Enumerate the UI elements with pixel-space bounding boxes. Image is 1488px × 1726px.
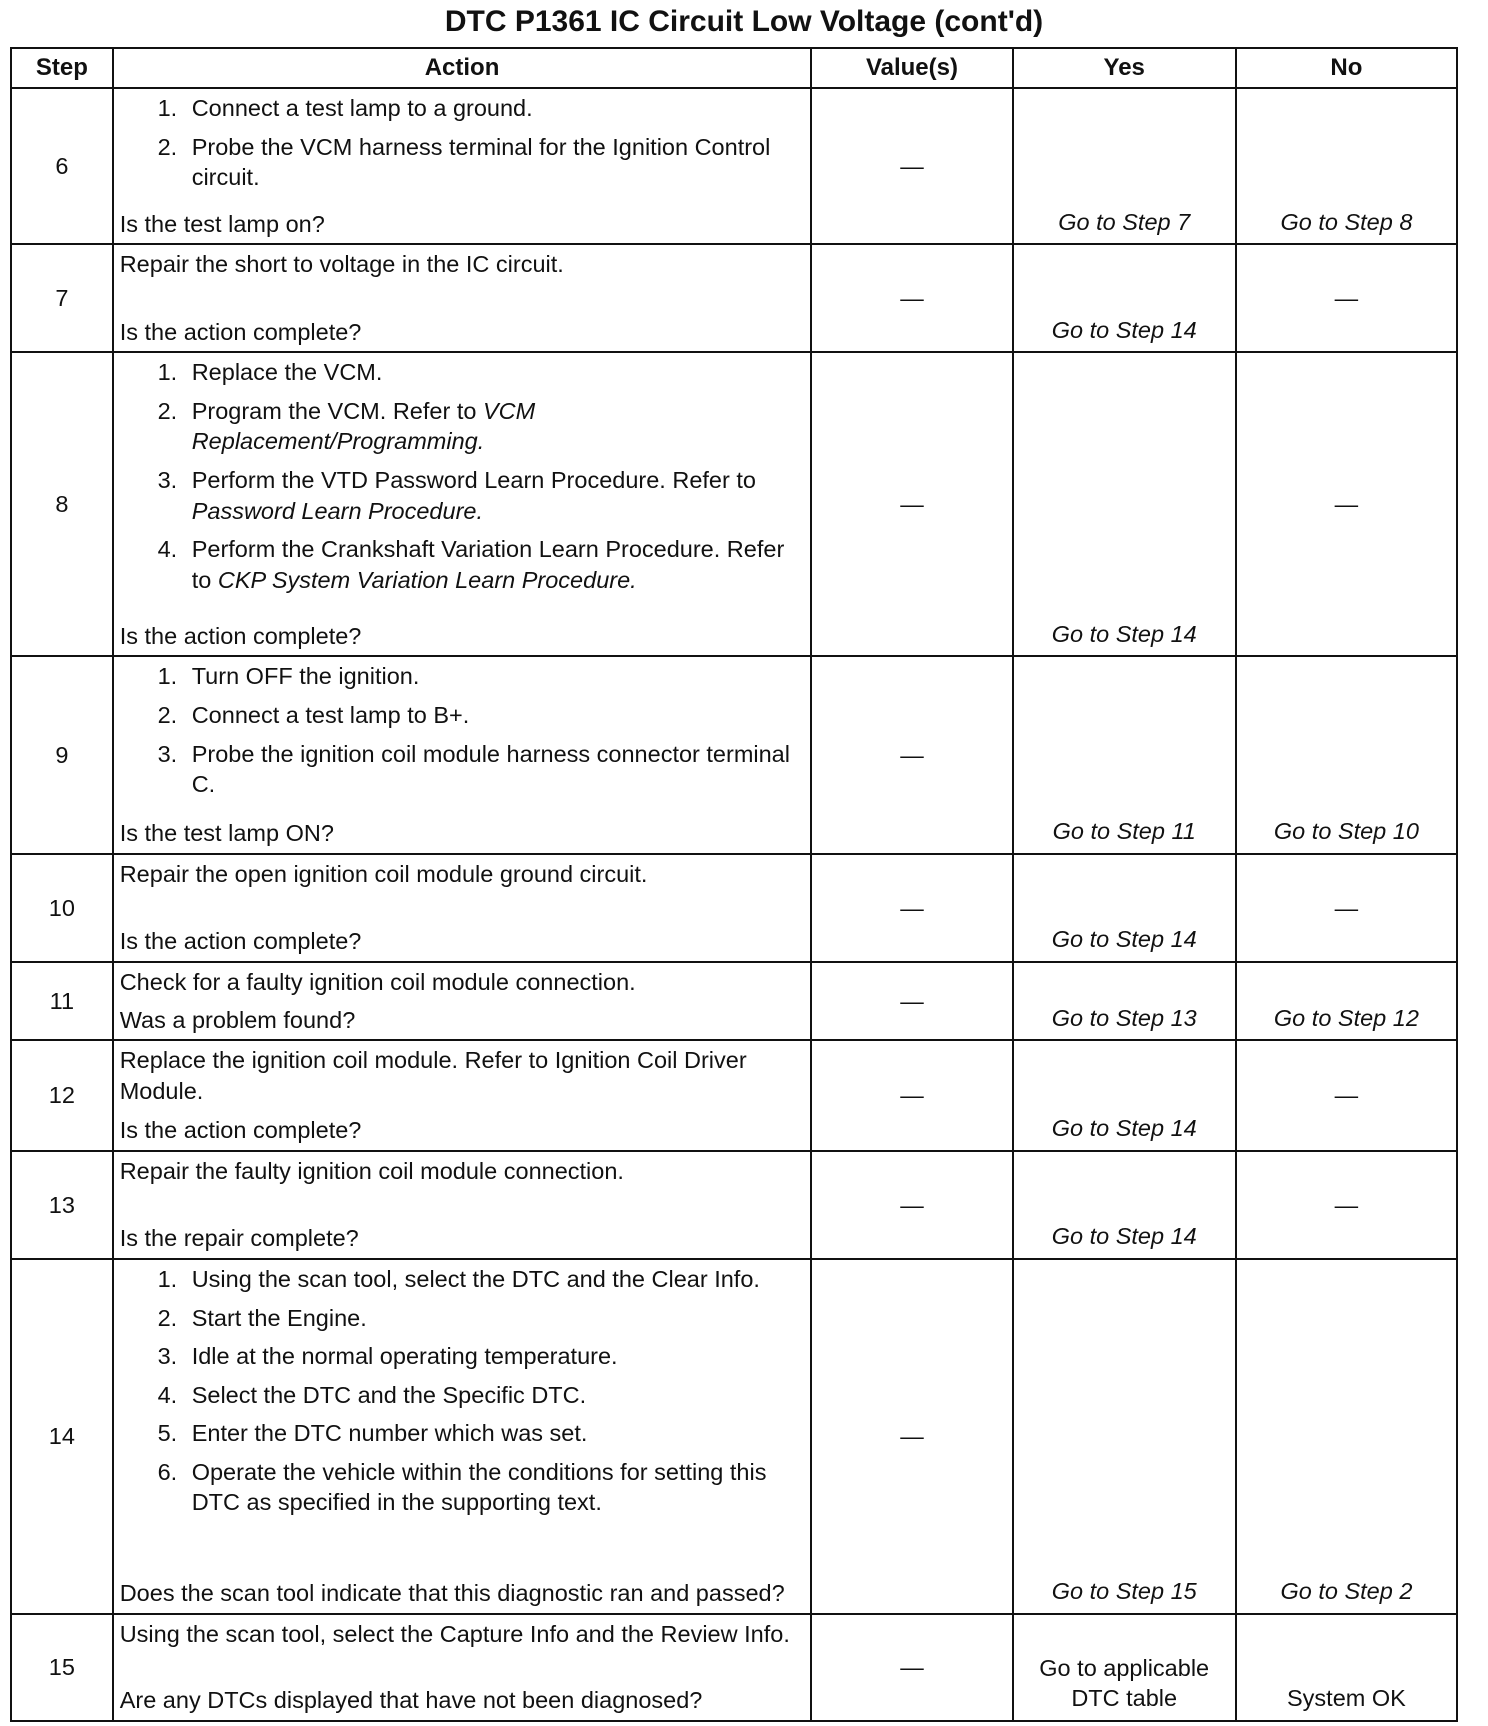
- action-step-text: Turn OFF the ignition.: [191, 663, 420, 690]
- diagnostic-table: [10, 47, 1458, 1722]
- action-step-text: Probe the ignition coil module harness connector terminal C.: [191, 740, 790, 798]
- action-cell: [113, 88, 812, 244]
- action-cell: [113, 244, 812, 352]
- action-step-reference: Password Learn Procedure.: [191, 497, 483, 524]
- action-step-item: [184, 1264, 803, 1295]
- action-steps-list: [120, 661, 803, 799]
- action-body: [120, 357, 803, 599]
- header-row: [11, 48, 1457, 88]
- step-number: 6: [11, 88, 113, 244]
- action-cell: [113, 1614, 812, 1721]
- step-number: 9: [11, 656, 113, 854]
- action-step-text: Program the VCM. Refer to: [191, 397, 483, 424]
- no-result: Go to Step 12: [1236, 962, 1457, 1040]
- value-cell: —: [811, 656, 1012, 854]
- action-step-item: [184, 534, 803, 595]
- header-action: Action: [113, 48, 812, 88]
- value-cell: —: [811, 1614, 1012, 1721]
- step-number: 14: [11, 1259, 113, 1614]
- no-result: Go to Step 8: [1236, 88, 1457, 244]
- action-text: Repair the open ignition coil module ground circuit.: [119, 860, 648, 887]
- action-cell: [113, 656, 812, 854]
- yes-result: Go to Step 7: [1013, 88, 1236, 244]
- action-question: Is the action complete?: [119, 928, 362, 955]
- value-cell: —: [811, 352, 1012, 656]
- table-row: [11, 656, 1457, 854]
- no-result: System OK: [1236, 1614, 1457, 1721]
- action-content: [114, 855, 811, 961]
- table-row: [11, 962, 1457, 1040]
- action-step-item: [184, 396, 803, 457]
- action-step-text: Idle at the normal operating temperature.: [191, 1343, 618, 1370]
- action-step-item: [184, 700, 803, 731]
- yes-result: Go to Step 14: [1013, 1040, 1236, 1151]
- value-cell: —: [811, 854, 1012, 962]
- action-step-item: [184, 1418, 803, 1449]
- action-content: [114, 353, 811, 655]
- no-result: —: [1236, 1040, 1457, 1151]
- yes-result: Go to Step 14: [1013, 854, 1236, 962]
- action-step-item: [184, 739, 803, 800]
- no-result: —: [1236, 854, 1457, 962]
- action-step-item: [184, 1380, 803, 1411]
- action-body: [120, 93, 803, 197]
- step-number: 15: [11, 1614, 113, 1721]
- step-number: 7: [11, 244, 113, 352]
- action-content: [114, 1041, 811, 1150]
- action-step-item: [184, 1457, 803, 1518]
- action-step-item: [184, 357, 803, 388]
- action-step-reference: CKP System Variation Learn Procedure.: [217, 566, 637, 593]
- step-number: 10: [11, 854, 113, 962]
- action-step-text: Operate the vehicle within the conditions for setting this DTC as specified in the supporting text.: [191, 1458, 767, 1516]
- yes-result: Go to Step 15: [1013, 1259, 1236, 1614]
- action-content: [114, 89, 811, 243]
- action-text: Repair the short to voltage in the IC circuit.: [119, 251, 564, 278]
- action-step-text: Replace the VCM.: [191, 359, 383, 386]
- yes-result: Go to Step 14: [1013, 1151, 1236, 1259]
- action-text: Using the scan tool, select the Capture Info and the Review Info.: [119, 1620, 790, 1647]
- table-row: [11, 1614, 1457, 1721]
- action-step-item: [184, 132, 803, 193]
- table-row: [11, 244, 1457, 352]
- action-step-reference: VCM Replacement/Programming.: [191, 397, 536, 455]
- action-body: [120, 859, 803, 890]
- action-step-text: Connect a test lamp to B+.: [191, 701, 470, 728]
- action-step-text: Using the scan tool, select the DTC and the Clear Info.: [191, 1265, 760, 1292]
- action-content: [114, 1260, 811, 1613]
- action-cell: [113, 1040, 812, 1151]
- table-row: [11, 854, 1457, 962]
- action-body: [120, 249, 803, 280]
- step-number: 13: [11, 1151, 113, 1259]
- value-cell: —: [811, 88, 1012, 244]
- no-result: —: [1236, 352, 1457, 656]
- value-cell: —: [811, 962, 1012, 1040]
- action-cell: [113, 854, 812, 962]
- action-question: Is the action complete?: [119, 318, 362, 345]
- header-no: No: [1236, 48, 1457, 88]
- action-step-text: Enter the DTC number which was set.: [191, 1420, 588, 1447]
- value-cell: —: [811, 1259, 1012, 1614]
- header-step: Step: [11, 48, 113, 88]
- action-step-item: [184, 1341, 803, 1372]
- action-body: [120, 1045, 803, 1106]
- action-steps-list: [120, 1264, 803, 1518]
- action-cell: [113, 1259, 812, 1614]
- value-cell: —: [811, 1151, 1012, 1259]
- table-row: [11, 88, 1457, 244]
- action-content: [114, 1615, 811, 1720]
- action-cell: [113, 1151, 812, 1259]
- action-content: [114, 245, 811, 351]
- no-result: —: [1236, 1151, 1457, 1259]
- header-values: Value(s): [811, 48, 1012, 88]
- action-step-item: [184, 93, 803, 124]
- value-cell: —: [811, 244, 1012, 352]
- action-body: [120, 1264, 803, 1522]
- action-step-item: [184, 661, 803, 692]
- action-content: [114, 1152, 811, 1258]
- action-body: [120, 1619, 803, 1650]
- action-question: Is the test lamp on?: [119, 210, 325, 237]
- step-number: 11: [11, 962, 113, 1040]
- page-title: DTC P1361 IC Circuit Low Voltage (cont'd): [444, 5, 1044, 38]
- yes-result: Go to applicable DTC table: [1013, 1614, 1236, 1721]
- action-step-text: Select the DTC and the Specific DTC.: [191, 1381, 587, 1408]
- action-content: [114, 963, 811, 1039]
- step-number: 12: [11, 1040, 113, 1151]
- action-text: Replace the ignition coil module. Refer to Ignition Coil Driver Module.: [119, 1047, 747, 1104]
- value-cell: —: [811, 1040, 1012, 1151]
- action-cell: [113, 352, 812, 656]
- header-yes: Yes: [1013, 48, 1236, 88]
- action-steps-list: [120, 93, 803, 193]
- action-text: Check for a faulty ignition coil module connection.: [119, 968, 636, 995]
- action-content: [114, 657, 811, 853]
- action-step-text: Connect a test lamp to a ground.: [191, 95, 533, 121]
- yes-result: Go to Step 14: [1013, 352, 1236, 656]
- table-row: [11, 352, 1457, 656]
- no-result: Go to Step 2: [1236, 1259, 1457, 1614]
- action-step-text: Probe the VCM harness terminal for the Ignition Control circuit.: [191, 133, 771, 191]
- action-question: Is the test lamp ON?: [119, 820, 334, 847]
- action-question: Is the action complete?: [119, 1117, 362, 1144]
- action-question: Is the repair complete?: [119, 1225, 359, 1252]
- action-question: Was a problem found?: [119, 1006, 356, 1033]
- action-body: [120, 661, 803, 803]
- table-row: [11, 1259, 1457, 1614]
- table-row: [11, 1040, 1457, 1151]
- action-step-text: Perform the VTD Password Learn Procedure. Refer to: [191, 466, 756, 493]
- action-body: [120, 1156, 803, 1187]
- action-step-item: [184, 1303, 803, 1334]
- action-cell: [113, 962, 812, 1040]
- action-text: Repair the faulty ignition coil module connection.: [119, 1157, 624, 1184]
- yes-result: Go to Step 13: [1013, 962, 1236, 1040]
- table-row: [11, 1151, 1457, 1259]
- yes-result: Go to Step 14: [1013, 244, 1236, 352]
- action-question: Does the scan tool indicate that this diagnostic ran and passed?: [119, 1580, 785, 1607]
- no-result: —: [1236, 244, 1457, 352]
- action-question: Are any DTCs displayed that have not been diagnosed?: [119, 1687, 703, 1714]
- step-number: 8: [11, 352, 113, 656]
- action-step-item: [184, 465, 803, 526]
- action-body: [120, 967, 803, 998]
- no-result: Go to Step 10: [1236, 656, 1457, 854]
- action-step-text: Start the Engine.: [191, 1304, 367, 1331]
- action-step-text: Perform the Crankshaft Variation Learn Procedure. Refer to: [191, 536, 785, 593]
- yes-result: Go to Step 11: [1013, 656, 1236, 854]
- action-steps-list: [120, 357, 803, 595]
- action-question: Is the action complete?: [119, 622, 362, 649]
